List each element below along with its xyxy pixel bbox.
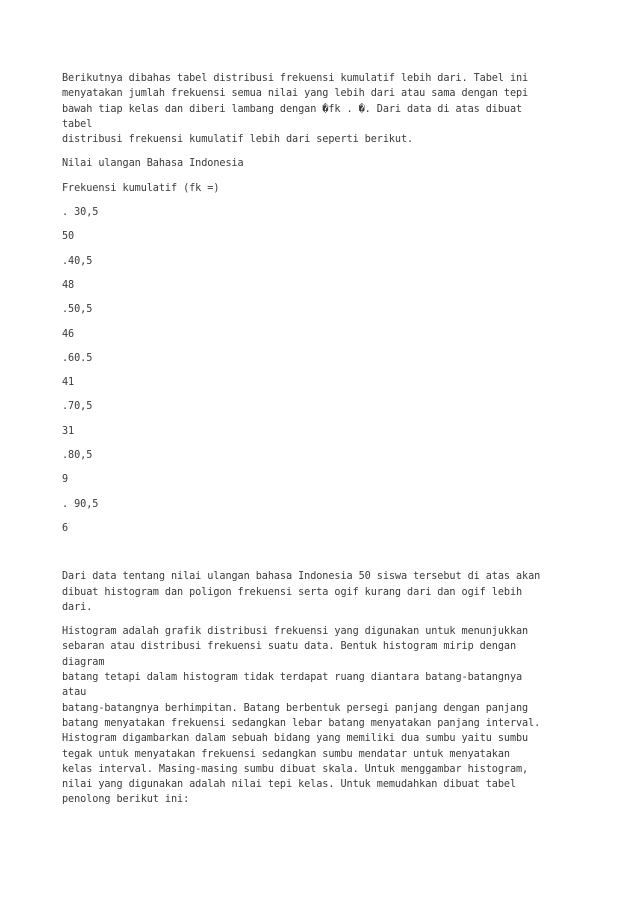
table-entry: .60.5 <box>62 352 93 364</box>
text-line: Dari data tentang nilai ulangan bahasa Indonesia 50 siswa tersebut di atas akan <box>62 571 541 583</box>
text-line: Berikutnya dibahas tabel distribusi frekuensi kumulatif lebih dari. Tabel ini <box>62 73 529 84</box>
paragraph-histogram-intro <box>62 569 582 615</box>
table-entry: .50,5 <box>62 304 93 316</box>
text-line: Histogram adalah grafik distribusi frekuensi yang digunakan untuk menunjukkan <box>62 626 529 638</box>
text-line: tegak untuk menyatakan frekuensi sedangkan sumbu mendatar untuk menyatakan <box>62 748 510 760</box>
table-entry: 41 <box>62 377 75 389</box>
table-entry: 9 <box>62 474 69 486</box>
table-entry: 6 <box>62 522 69 534</box>
text-line: bawah tiap kelas dan diberi lambang dengan �fk . �. Dari data di atas dibuat <box>62 103 523 115</box>
text-line: dari. <box>62 601 93 613</box>
text-line: atau <box>62 687 87 699</box>
text-line: diagram <box>62 656 105 668</box>
table-entry: 31 <box>62 425 75 437</box>
text-line: Histogram digambarkan dalam sebuah bidang yang memiliki dua sumbu yaitu sumbu <box>62 733 529 745</box>
table-entry: 50 <box>62 231 75 243</box>
document-page <box>62 71 582 808</box>
text-line: penolong berikut ini: <box>62 794 190 806</box>
text-line: menyatakan jumlah frekuensi semua nilai yang lebih dari atau sama dengan tepi <box>62 88 529 100</box>
text-line: kelas interval. Masing-masing sumbu dibuat skala. Untuk menggambar histogram, <box>62 763 529 775</box>
paragraph-histogram-definition <box>62 624 582 808</box>
table-entry: .80,5 <box>62 450 93 462</box>
table-entry: .40,5 <box>62 255 93 267</box>
text-line: dibuat histogram dan poligon frekuensi serta ogif kurang dari dan ogif lebih <box>62 586 523 598</box>
table-entries <box>62 196 582 536</box>
text-line: distribusi frekuensi kumulatif lebih dari seperti berikut. <box>62 134 414 146</box>
table-header-nilai: Nilai ulangan Bahasa Indonesia <box>62 158 244 170</box>
text-line: batang-batangnya berhimpitan. Batang berbentuk persegi panjang dengan panjang <box>62 702 529 714</box>
text-line: batang menyatakan frekuensi sedangkan lebar batang menyatakan panjang interval. <box>62 717 541 729</box>
table-entry: . 30,5 <box>62 207 99 219</box>
text-line: batang tetapi dalam histogram tidak terdapat ruang diantara batang-batangnya <box>62 672 523 684</box>
table-entry: . 90,5 <box>62 498 99 510</box>
text-line: nilai yang digunakan adalah nilai tepi kelas. Untuk memudahkan dibuat tabel <box>62 779 517 791</box>
table-header-frekuensi: Frekuensi kumulatif (fk =) <box>62 182 220 194</box>
table-entry: 46 <box>62 328 75 340</box>
table-entry: 48 <box>62 279 75 291</box>
intro-paragraph <box>62 71 582 147</box>
table-entry: .70,5 <box>62 401 93 413</box>
text-line: tabel <box>62 118 93 130</box>
text-line: sebaran atau distribusi frekuensi suatu data. Bentuk histogram mirip dengan <box>62 641 517 653</box>
